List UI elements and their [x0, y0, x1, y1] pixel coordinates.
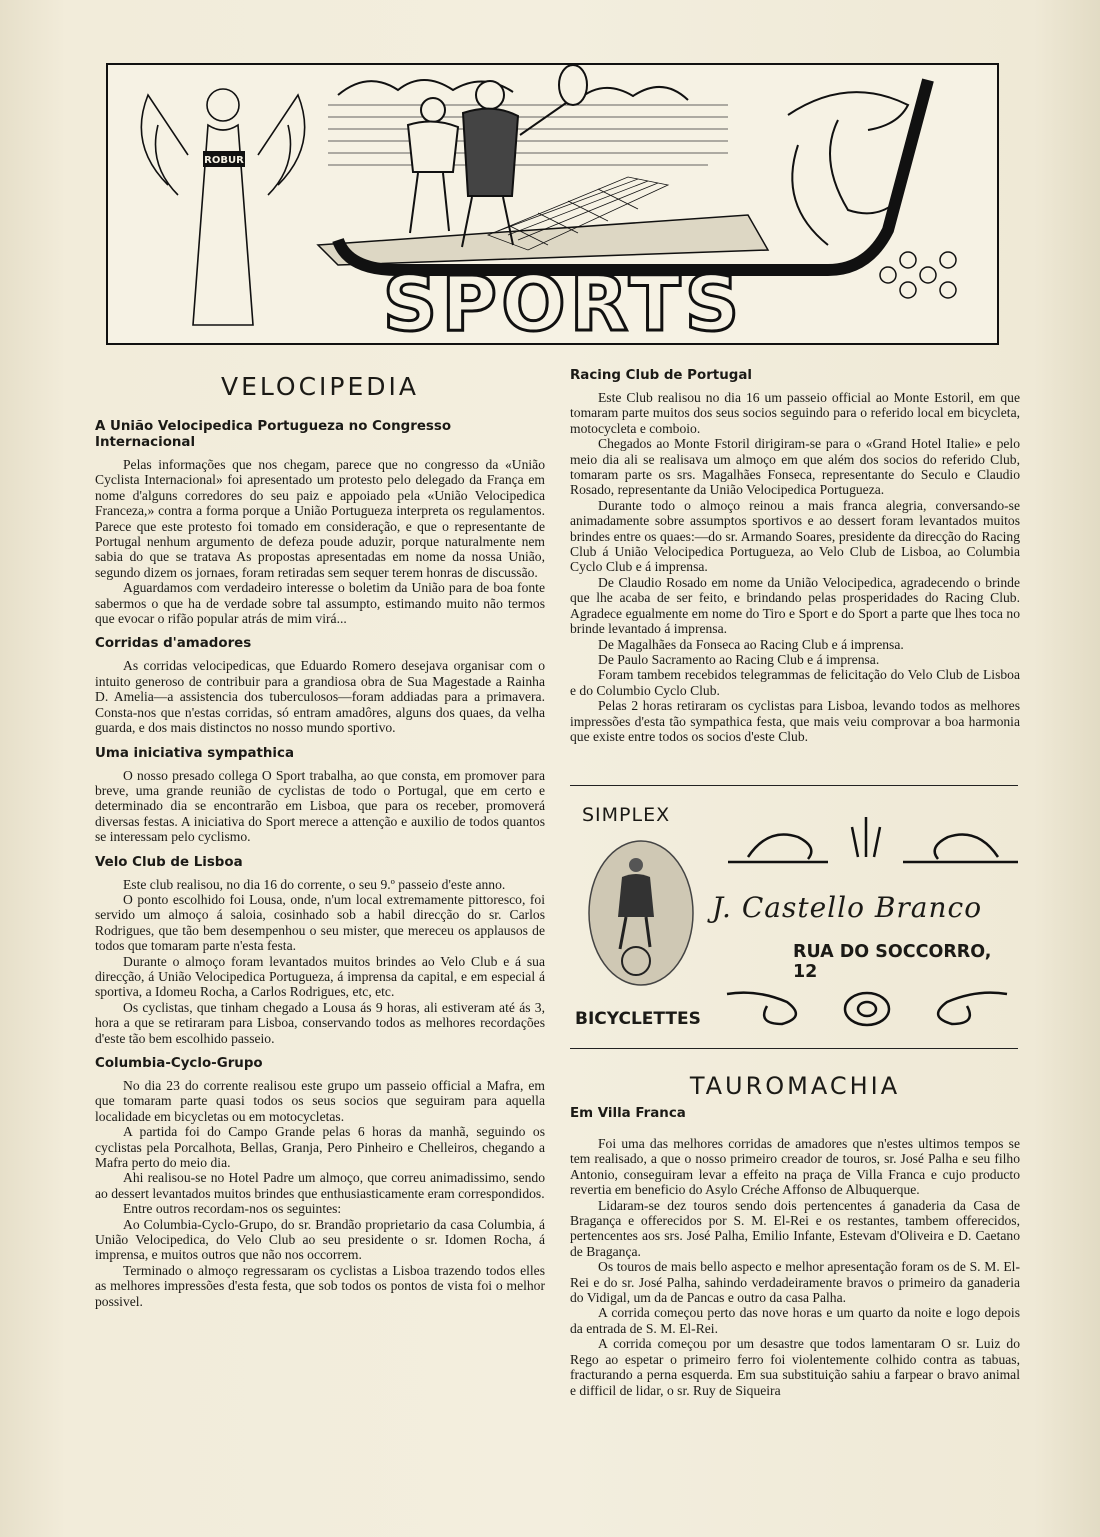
ad-product: BICYCLETTES — [575, 1009, 701, 1029]
banner-medallion: ROBUR — [204, 155, 244, 166]
article-paragraph: De Claudio Rosado em nome da União Velocipedica, agradecendo o brinde que lhe acaba de ser feito, e brindando pelas prosperidades do Racing Club. Agradece egualmente em nome do Tiro e Sport e do Sport a parte que lhes toca no brinde levantado á imprensa. — [570, 574, 1020, 637]
article-paragraph: Pelas 2 horas retiraram os cyclistas para Lisboa, levando todos as melhores impressões d'esta tão sympathica festa, que mais veiu comprovar a boa harmonia que existe entre todos os socios d'este Club. — [570, 698, 1020, 744]
article-paragraph: No dia 23 do corrente realisou este grupo um passeio official a Mafra, em que tomaram parte quasi todos os seus socios que seguiram para aquella localidade em bicycletas ou em motocycletas. — [95, 1078, 545, 1124]
article-paragraph: Os cyclistas, que tinham chegado a Lousa ás 9 horas, ali estiveram até ás 3, hora a que se retiraram para Lisboa, conservando todos as melhores recordações d'este tão bem escolhido passeio. — [95, 999, 545, 1046]
article-paragraph: A corrida começou perto das nove horas e um quarto da noite e logo depois da entrada de S. M. El-Rei. — [570, 1305, 1020, 1336]
right-column — [570, 368, 1020, 744]
left-column — [95, 372, 545, 1309]
article-title: Uma iniciativa sympathica — [95, 745, 294, 761]
article-paragraph: A partida foi do Campo Grande pelas 6 horas da manhã, seguindo os cyclistas pela Porcalhota, Bellas, Granja, Pero Pinheiro e Chelleiros, chegando a Mafra perto do meio dia. — [95, 1124, 545, 1171]
article-paragraph: Durante todo o almoço reinou a mais franca alegria, conversando-se animadamente sobre assumptos sportivos e ao dessert foram levantados muitos brindes entre os quaes:—do sr. Armando Soares, presidente da direcção do Racing Club á União Velocipedica Portugueza, ao Velo Club de Lisboa, ao Columbia Cyclo Club e á imprensa. — [570, 497, 1020, 575]
divider-top — [570, 785, 1018, 786]
banner-title: SPORTS — [382, 259, 744, 343]
article-paragraph: O ponto escolhido foi Lousa, onde, n'um local extremamente pittoresco, foi servido um almoço á saloia, cosinhado sob a habil direcção do sr. Carlos Rodrigues, que tão bem desempenhou o seu mister, que mereceu os applausos de todos que tomaram parte n'esta festa. — [95, 891, 545, 954]
article-paragraph: O nosso presado collega O Sport trabalha, ao que consta, em promover para breve, uma grande reunião de cyclistas de todo o Portugal, que em certo e determinado dia se encontrarão em Lisboa, que para os receber, promoverá diversas festas. A iniciativa do Sport merece a attenção e auxilio de todos quantos se interessam pelo cyclismo. — [95, 767, 545, 845]
racing-article-body — [570, 390, 1020, 744]
ornament-bottom — [722, 984, 1012, 1034]
article-paragraph: Os touros de mais bello aspecto e melhor apresentação foram os de S. M. El-Rei e do sr. José Palha, sahindo verdadeiramente bravos o primeiro da ganaderia do Vidigal, um da de Pancas e outro da casa Palha. — [570, 1259, 1020, 1306]
article-paragraph: Foi uma das melhores corridas de amadores que n'estes ultimos tempos se tem realisado, a que o nosso primeiro creador de touros, sr. José Palha e seu filho Antonio, conseguiram levar a effeito na praça de Villa Franca e cujo producto revertia em beneficio do Asylo Créche Affonso de Albuquerque. — [570, 1136, 1020, 1198]
article-paragraph: Lidaram-se dez touros sendo dois pertencentes á ganaderia da Casa de Bragança e offerecidos por S. M. El-Rei e os restantes, tambem offerecidos, pertencentes aos srs. José Palha, Emilio Infante, Estevam d'Oliveira e D. Caetano de Bragança. — [570, 1197, 1020, 1259]
article-paragraph: Este club realisou, no dia 16 do corrente, o seu 9.º passeio d'este anno. — [123, 876, 506, 892]
ad-brand: SIMPLEX — [582, 804, 671, 826]
tauromachia-section — [570, 1072, 1020, 1398]
article-paragraph: As corridas velocipedicas, que Eduardo Romero desejava organisar com o intuito generoso de contribuir para a grandiosa obra de Sua Magestade a Rainha D. Amelia—a assistencia dos tuberculosos—foram addiadas para a primavera. Consta-nos que n'estas corridas, só entram amadôres, alguns dos quaes, da velha guarda, e dos mais distinctos no nosso mundo sportivo. — [95, 658, 545, 736]
article-paragraph: Ao Columbia-Cyclo-Grupo, do sr. Brandão proprietario da casa Columbia, á União Velocipedica, do Velo Club ao seu presidente o sr. Idomen Rocha, á imprensa, e muitos outros que não nos occorrem. — [95, 1216, 545, 1263]
ornament-top — [728, 812, 1018, 872]
article-paragraph: Durante o almoço foram levantados muitos brindes ao Velo Club e á sua direcção, á União Velocipedica Portugueza, á imprensa da capital, e em especial á sportiva, a Idomeu Rocha, a Carlos Rodrigues, etc, etc. — [95, 953, 545, 1000]
article-paragraph: Ahi realisou-se no Hotel Padre um almoço, que correu animadissimo, sendo ao dessert levantados muitos brindes que enthusiasticamente eram correspondidos. — [95, 1170, 545, 1201]
article-paragraph: Aguardamos com verdadeiro interesse o boletim da União para de boa fonte sabermos o que ha de verdade sobre tal assumpto, estimando muito não termos que evocar o rifão popular atrás de mim virá... — [95, 580, 545, 627]
ad-merchant-name: J. Castello Branco — [712, 891, 983, 924]
article-paragraph: Pelas informações que nos chegam, parece que no congresso da «União Cyclista Internacional» foi apresentado um protesto pelo delegado da França em nome d'alguns corredores do seu paiz e appoiado pela «União Velocipedica Franceza,» contra a forma porque a União Portugueza interpreta os regulamentos. Parece que este protesto foi tomado em consideração, e que o representante de Portugal nenhum argumento de defeza poude aduzir, porque naturalmente nem sabia do que se tratava As propostas apresentadas em nome da nossa União, segundo dizem os jornaes, foram retiradas sem sequer terem honras de discussão. — [95, 457, 545, 580]
article-title: Velo Club de Lisboa — [95, 854, 243, 870]
article-paragraph: Entre outros recordam-nos os seguintes: — [123, 1201, 342, 1217]
article-paragraph: De Magalhães da Fonseca ao Racing Club e á imprensa. — [598, 636, 904, 652]
article-title: A União Velocipedica Portugueza no Congresso Internacional — [95, 419, 452, 450]
sports-banner — [106, 63, 999, 345]
cyclist-illustration — [586, 839, 696, 987]
article-paragraph: Chegados ao Monte Fstoril dirigiram-se para o «Grand Hotel Italie» e pelo meio dia ali se realisava um almoço em que além dos socios do referido Club, tomaram parte os srs. Magalhães Fonseca, representante do Seculo e Claudio Rosado, representante da União Velocipedica Portugueza. — [570, 436, 1020, 498]
advertisement — [570, 796, 1018, 1042]
section-heading-tauromachia: TAUROMACHIA — [689, 1072, 901, 1100]
article-paragraph: De Paulo Sacramento ao Racing Club e á imprensa. — [598, 651, 880, 667]
section-heading-velocipedia: VELOCIPEDIA — [220, 372, 420, 401]
divider-bottom — [570, 1048, 1018, 1049]
article-title-villa-franca: Em Villa Franca — [570, 1106, 686, 1121]
banner-illustration — [108, 65, 997, 343]
article-title-racing-club: Racing Club de Portugal — [570, 368, 752, 383]
article-paragraph: Terminado o almoço regressaram os cyclistas a Lisboa trazendo todos elles as melhores impressões d'esta festa, que sob todos os pontos de vista foi o melhor possivel. — [95, 1262, 545, 1309]
tauromachia-article-body — [570, 1136, 1020, 1398]
article-title: Corridas d'amadores — [95, 636, 252, 652]
article-paragraph: A corrida começou por um desastre que todos lamentaram O sr. Luiz do Rego ao espetar o primeiro ferro foi violentemente colhido contra as tabuas, fracturando a perna esquerda. Em sua substituição sahiu a farpear o bravo animal e difficil de lidar, o sr. Ruy de Siqueira — [570, 1336, 1020, 1398]
article-paragraph: Este Club realisou no dia 16 um passeio official ao Monte Estoril, em que tomaram parte muitos dos seus socios seguindo para o referido local em bicycleta, motocycleta e comboio. — [570, 390, 1020, 436]
article-paragraph: Foram tambem recebidos telegrammas de felicitação do Velo Club de Lisboa e do Columbio Cyclo Club. — [570, 667, 1020, 698]
ad-address: RUA DO SOCCORRO, 12 — [793, 942, 992, 982]
velocipedia-articles — [95, 419, 545, 1309]
article-title: Columbia-Cyclo-Grupo — [95, 1056, 263, 1071]
